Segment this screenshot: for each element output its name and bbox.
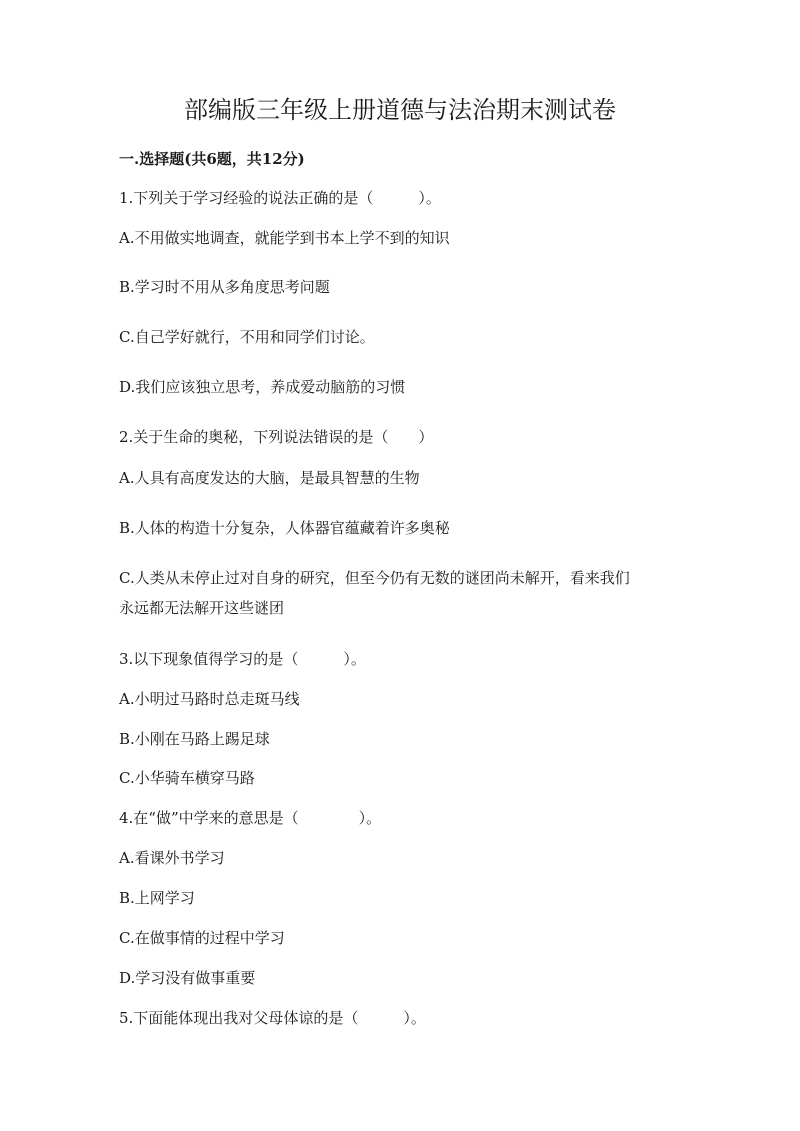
question-1-option-c: C.自己学好就行，不用和同学们讨论。 xyxy=(119,328,375,346)
question-2-option-c-continued: 永远都无法解开这些谜团 xyxy=(119,599,285,617)
question-1-option-b: B.学习时不用从多角度思考问题 xyxy=(119,278,330,296)
section-heading: 一.选择题(共6题，共12分) xyxy=(119,150,305,168)
question-4-option-a: A.看课外书学习 xyxy=(119,849,225,867)
question-3-stem: 3.以下现象值得学习的是（ ）。 xyxy=(119,650,366,668)
question-1-option-d: D.我们应该独立思考，养成爱动脑筋的习惯 xyxy=(119,378,406,396)
question-4-option-c: C.在做事情的过程中学习 xyxy=(119,929,285,947)
question-4-option-b: B.上网学习 xyxy=(119,889,195,907)
question-1-stem: 1.下列关于学习经验的说法正确的是（ ）。 xyxy=(119,189,441,207)
question-1-option-a: A.不用做实地调查，就能学到书本上学不到的知识 xyxy=(119,229,450,247)
question-2-stem: 2.关于生命的奥秘，下列说法错误的是（ ） xyxy=(119,428,434,446)
question-2-option-b: B.人体的构造十分复杂，人体器官蕴藏着许多奥秘 xyxy=(119,519,450,537)
page-title: 部编版三年级上册道德与法治期末测试卷 xyxy=(184,96,616,124)
question-2-option-c: C.人类从未停止过对自身的研究，但至今仍有无数的谜团尚未解开，看来我们 xyxy=(119,569,630,587)
question-3-option-b: B.小刚在马路上踢足球 xyxy=(119,730,270,748)
question-5-stem: 5.下面能体现出我对父母体谅的是（ ）。 xyxy=(119,1009,426,1027)
question-3-option-c: C.小华骑车横穿马路 xyxy=(119,769,255,787)
question-4-stem: 4.在“做”中学来的意思是（ ）。 xyxy=(119,809,382,827)
question-4-option-d: D.学习没有做事重要 xyxy=(119,969,256,987)
question-3-option-a: A.小明过马路时总走斑马线 xyxy=(119,690,300,708)
question-2-option-a: A.人具有高度发达的大脑，是最具智慧的生物 xyxy=(119,469,420,487)
